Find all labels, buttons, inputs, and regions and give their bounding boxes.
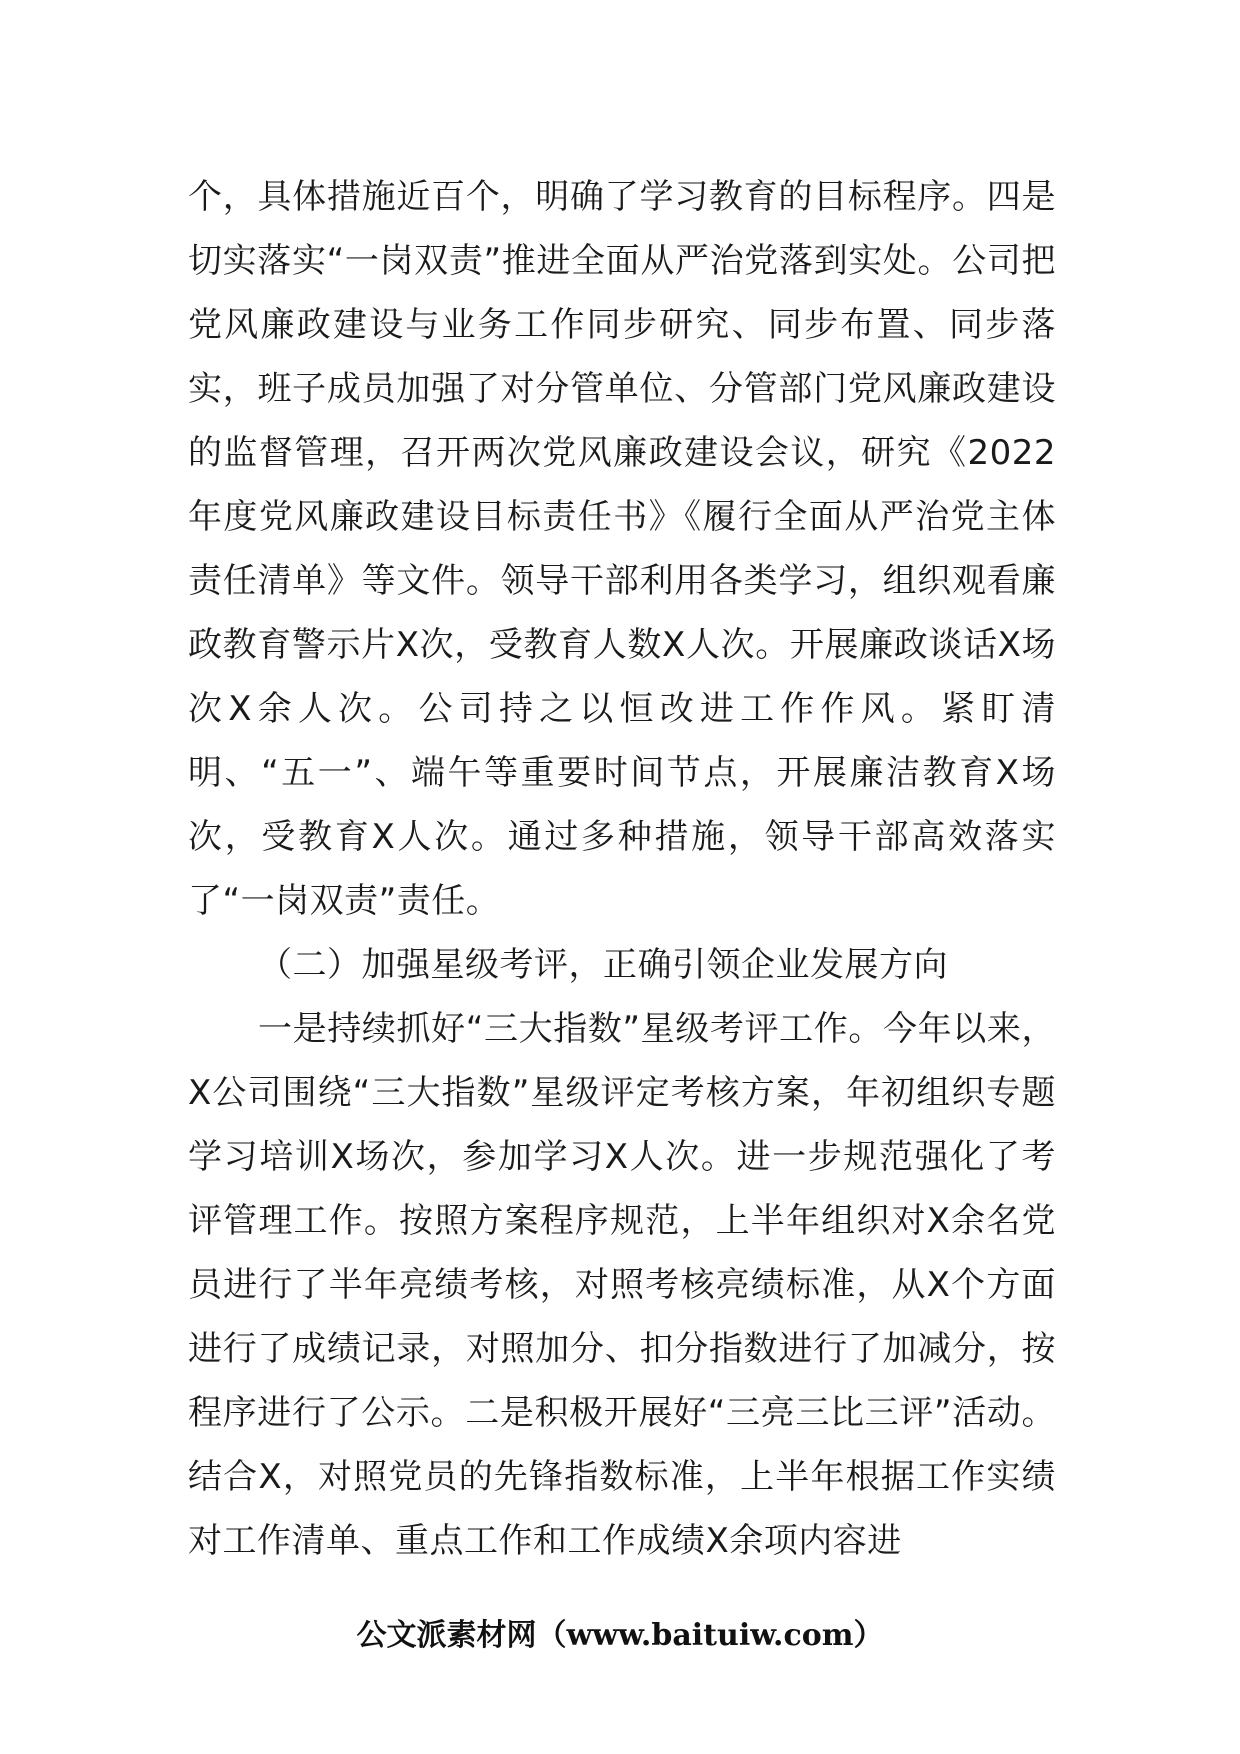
section-heading: （二）加强星级考评，正确引领企业发展方向 <box>258 945 948 985</box>
body-paragraph-2: 一是持续抓好“三大指数”星级考评工作。今年以来，X公司围绕“三大指数”星级评定考核方案，年初组织专题学习培训X场次，参加学习X人次。进一步规范强化了考评管理工作。按照方案程序规范，上半年组织对X余名党员进行了半年亮绩考核，对照考核亮绩标准，从X个方面进行了成绩记录，对照加分、扣分指数进行了加减分，按程序进行了公示。二是积极开展好“三亮三比三评”活动。结合X，对照党员的先锋指数标准，上半年根据工作实绩对工作清单、重点工作和工作成绩X余项内容进 <box>188 1009 1056 1561</box>
body-paragraph-1: 个，具体措施近百个，明确了学习教育的目标程序。四是切实落实“一岗双责”推进全面从严治党落到实处。公司把党风廉政建设与业务工作同步研究、同步布置、同步落实，班子成员加强了对分管单位、分管部门党风廉政建设的监督管理，召开两次党风廉政建设会议，研究《2022年度党风廉政建设目标责任书》《履行全面从严治党主体责任清单》等文件。领导干部利用各类学习，组织观看廉政教育警示片X次，受教育人数X人次。开展廉政谈话X场次X余人次。公司持之以恒改进工作作风。紧盯清明、“五一”、端午等重要时间节点，开展廉洁教育X场次，受教育X人次。通过多种措施，领导干部高效落实了“一岗双责”责任。 <box>188 177 1056 921</box>
document-body <box>188 165 1056 1573</box>
footer-watermark: 公文派素材网（www.baituiw.com） <box>356 1618 884 1653</box>
